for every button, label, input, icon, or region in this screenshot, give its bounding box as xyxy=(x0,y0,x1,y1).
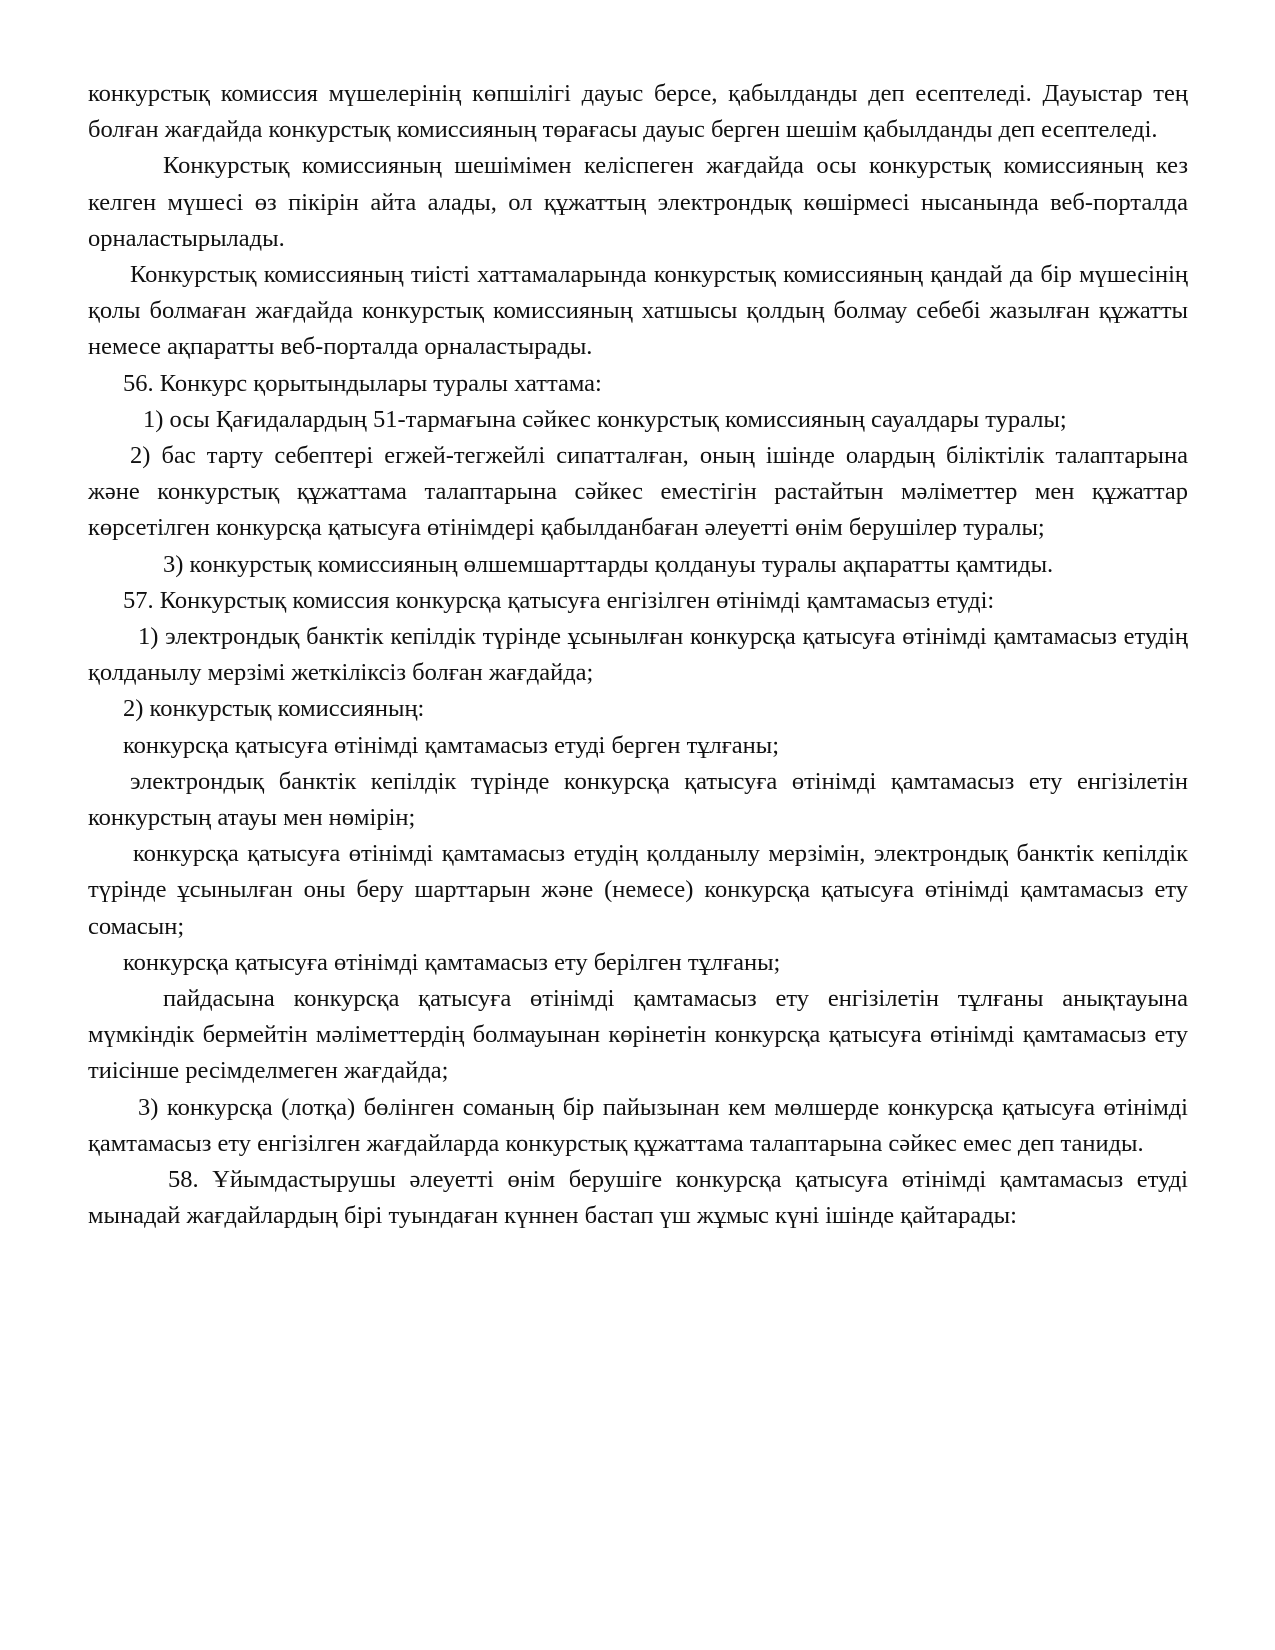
paragraph-item-57-2-contest-name: электрондық банктік кепілдік түрінде конкурсқа қатысуға өтінімді қамтамасыз ету енгізілетін конкурстың атауы мен нөмірін; xyxy=(88,767,1188,832)
paragraph-dissent-opinion: Конкурстық комиссияның шешімімен келіспеген жағдайда осы конкурстық комиссияның кез келген мүшесі өз пікірін айта алады, ол құжаттың электрондық көшірмесі нысанында веб-порталда орналастырылады. xyxy=(88,152,1188,252)
paragraph-item-57-2: 2) конкурстық комиссияның: xyxy=(123,695,425,723)
paragraph-item-57-2-beneficiary: пайдасына конкурсқа қатысуға өтінімді қамтамасыз ету енгізілетін тұлғаны анықтауына мүмкіндік бермейтін мәліметтердің болмауынан көрінетін конкурсқа қатысуға өтінімді қамтамасыз ету тиісінше ресімделмеген жағдайда; xyxy=(88,985,1188,1085)
paragraph-item-57-2-issued-to: конкурсқа қатысуға өтінімді қамтамасыз ету берілген тұлғаны; xyxy=(123,948,781,976)
paragraph-commission-vote: конкурстық комиссия мүшелерінің көпшілігі дауыс берсе, қабылданды деп есептеледі. Дауыстар тең болған жағдайда конкурстық комиссияның төрағасы дауыс берген шешім қабылданды деп есептеледі. xyxy=(88,80,1188,144)
paragraph-item-57-2-person: конкурсқа қатысуға өтінімді қамтамасыз етуді берген тұлғаны; xyxy=(123,731,780,759)
paragraph-item-56: 56. Конкурс қорытындылары туралы хаттама: xyxy=(123,369,602,397)
paragraph-item-56-2: 2) бас тарту себептері егжей-тегжейлі сипатталған, оның ішінде олардың біліктілік талаптарына және конкурстық құжаттама талаптарына сәйкес еместігін растайтын мәліметтер мен құжаттар көрсетілген конкурсқа қатысуға өтінімдері қабылданбаған әлеуетті өнім берушілер туралы; xyxy=(88,442,1188,542)
paragraph-item-58: 58. Ұйымдастырушы әлеуетті өнім берушіге конкурсқа қатысуға өтінімді қамтамасыз етуді мынадай жағдайлардың бірі туындаған күннен бастап үш жұмыс күні ішінде қайтарады: xyxy=(88,1166,1188,1230)
paragraph-item-56-1: 1) осы Қағидалардың 51-тармағына сәйкес конкурстық комиссияның сауалдары туралы; xyxy=(143,405,1067,433)
paragraph-item-57: 57. Конкурстық комиссия конкурсқа қатысуға енгізілген өтінімді қамтамасыз етуді: xyxy=(123,586,995,614)
paragraph-item-56-3: 3) конкурстық комиссияның өлшемшарттарды қолдануы туралы ақпаратты қамтиды. xyxy=(163,550,1054,578)
document-page xyxy=(88,76,1188,1235)
paragraph-missing-signature: Конкурстық комиссияның тиісті хаттамаларында конкурстық комиссияның қандай да бір мүшесінің қолы болмаған жағдайда конкурстық комиссияның хатшысы қолдың болмау себебі жазылған құжатты немесе ақпаратты веб-порталда орналастырады. xyxy=(88,261,1188,361)
paragraph-item-57-2-validity: конкурсқа қатысуға өтінімді қамтамасыз етудің қолданылу мерзімін, электрондық банктік кепілдік түрінде ұсынылған оны беру шарттарын және (немесе) конкурсқа қатысуға өтінімді қамтамасыз ету сомасын; xyxy=(88,840,1188,940)
paragraph-item-57-3: 3) конкурсқа (лотқа) бөлінген соманың бір пайызынан кем мөлшерде конкурсқа қатысуға өтінімді қамтамасыз ету енгізілген жағдайларда конкурстық құжаттама талаптарына сәйкес емес деп таниды. xyxy=(88,1093,1188,1157)
paragraph-item-57-1: 1) электрондық банктік кепілдік түрінде ұсынылған конкурсқа қатысуға өтінімді қамтамасыз етудің қолданылу мерзімі жеткіліксіз болған жағдайда; xyxy=(88,623,1188,687)
